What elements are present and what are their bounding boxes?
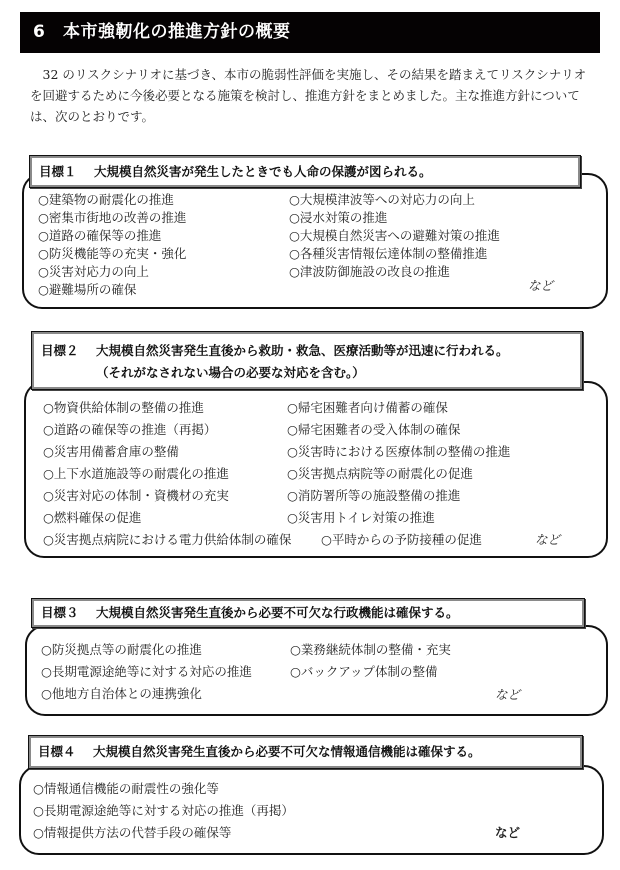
goal-3-label: 目標３ [41, 605, 79, 620]
goal-3-header [31, 598, 585, 628]
list-item: ○長期電源途絶等に対する対応の推進 ○バックアップ体制の整備 [41, 664, 438, 679]
list-item: ○防災拠点等の耐震化の推進 ○業務継続体制の整備・充実 [41, 642, 451, 657]
goal-2-heading: 大規模自然災害発生直後から救助・救急、医療活動等が迅速に行われる。 [96, 343, 509, 358]
list-item: ○上下水道施設等の耐震化の推進 ○災害拠点病院等の耐震化の促進 [43, 466, 473, 481]
goal-4-items [33, 779, 573, 845]
goal-2-etc: など [535, 532, 561, 547]
list-item: ○道路の確保等の推進 ○大規模自然災害への避難対策の推進 [38, 228, 500, 243]
goal-1-label: 目標１ [39, 164, 77, 179]
list-item: ○災害対応力の向上 ○津波防御施設の改良の推進 [38, 264, 450, 279]
list-item: ○災害拠点病院における電力供給体制の確保 ○平時からの予防接種の促進 [43, 532, 482, 547]
list-item: ○道路の確保等の推進（再掲） ○帰宅困難者の受入体制の確保 [43, 422, 461, 437]
goal-4-etc: など [495, 825, 521, 840]
goal-2-subheading: （それがなされない場合の必要な対応を含む。） [96, 365, 365, 380]
intro-paragraph [30, 64, 590, 127]
list-item: ○建築物の耐震化の推進 ○大規模津波等への対応力の向上 [38, 192, 475, 207]
list-item: ○災害用備蓄倉庫の整備 ○災害時における医療体制の整備の推進 [43, 444, 511, 459]
section-number: 6 [33, 22, 46, 42]
list-item: ○他地方自治体との連携強化 [41, 686, 202, 701]
list-item: ○長期電源途絶等に対する対応の推進（再掲） [33, 803, 294, 818]
list-item: ○密集市街地の改善の推進 ○浸水対策の推進 [38, 210, 388, 225]
goal-1-header [29, 155, 581, 188]
list-item: ○避難場所の確保 [38, 282, 137, 297]
goal-4-heading: 大規模自然災害発生直後から必要不可欠な情報通信機能は確保する。 [93, 744, 481, 759]
goal-1-heading: 大規模自然災害が発生したときでも人命の保護が図られる。 [94, 164, 432, 179]
goal-2-items [43, 398, 583, 552]
goal-3-heading: 大規模自然災害発生直後から必要不可欠な行政機能は確保する。 [96, 605, 459, 620]
list-item: ○物資供給体制の整備の推進 ○帰宅困難者向け備蓄の確保 [43, 400, 448, 415]
goal-2-label: 目標２ [41, 343, 79, 358]
list-item: ○燃料確保の促進 ○災害用トイレ対策の推進 [43, 510, 435, 525]
list-item: ○情報通信機能の耐震性の強化等 [33, 781, 219, 796]
goal-2-header [31, 331, 583, 390]
intro-text: 32 のリスクシナリオに基づき、本市の脆弱性評価を実施し、その結果を踏まえてリスクシナリオを回避するために今後必要となる施策を検討し、推進方針をまとめました。主な推進方針については、次のとおりです。 [30, 67, 587, 124]
goal-1-etc: など [528, 278, 554, 293]
goal-4-label: 目標４ [38, 744, 76, 759]
section-title [20, 12, 600, 53]
list-item: ○情報提供方法の代替手段の確保等 [33, 825, 232, 840]
goal-3-etc: など [495, 687, 521, 702]
section-title-text: 本市強靭化の推進方針の概要 [63, 22, 291, 42]
list-item: ○防災機能等の充実・強化 ○各種災害情報伝達体制の整備推進 [38, 246, 488, 261]
list-item: ○災害対応の体制・資機材の充実 ○消防署所等の施設整備の推進 [43, 488, 461, 503]
goal-4-header [28, 735, 583, 769]
goal-1-items [38, 190, 578, 298]
